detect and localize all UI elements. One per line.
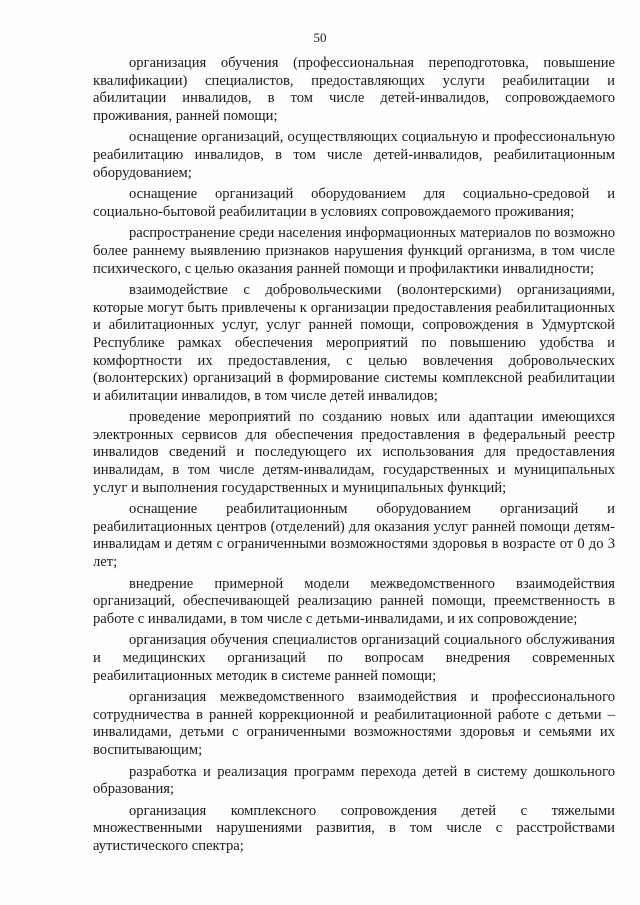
paragraph: оснащение организаций, осуществляющих социальную и профессиональную реабилитацию инвалидов, в том числе детей-инвалидов, реабилитационным оборудованием; [93,129,615,181]
paragraph: разработка и реализация программ перехода детей в систему дошкольного образования; [93,763,615,798]
paragraph: оснащение организаций оборудованием для социально-средовой и социально-бытовой реабилитации в условиях сопровождаемого проживания; [93,186,615,220]
paragraph: распространение среди населения информационных материалов по возможно более раннему выявлению признаков нарушения функций организма, в том числе психического, с целью оказания ранней помощи и профилактики инвалидности; [93,225,615,277]
paragraph: организация обучения специалистов организаций социального обслуживания и медицинских организаций по вопросам внедрения современных реабилитационных методик в системе ранней помощи; [93,632,615,684]
paragraph: внедрение примерной модели межведомственного взаимодействия организаций, обеспечивающей реализацию ранней помощи, преемственность в работе с инвалидами, в том числе с детьми-инвалидами, и их сопровождение; [93,575,615,627]
paragraph: проведение мероприятий по созданию новых или адаптации имеющихся электронных сервисов для обеспечения предоставления в федеральный реестр инвалидов сведений и последующего их использования для предоставления инвалидам, в том числе детям-инвалидам, государственных и муниципальных услуг и выполнения государственных и муниципальных функций; [93,409,615,496]
paragraph: организация обучения (профессиональная переподготовка, повышение квалификации) специалистов, предоставляющих услуги реабилитации и абилитации инвалидов, в том числе детей-инвалидов, сопровождаемого проживания, ранней помощи; [93,55,615,124]
page-number: 50 [313,30,327,45]
paragraph: оснащение реабилитационным оборудованием организаций и реабилитационных центров (отделений) для оказания услуг ранней помощи детям-инвалидам и детям с ограниченными возможностями здоровья в возрасте от 0 до 3 лет; [93,501,615,571]
paragraph: взаимодействие с добровольческими (волонтерскими) организациями, которые могут быть привлечены к организации предоставления реабилитационных и абилитационных услуг, услуг ранней помощи, сопровождения в Удмуртской Республике рамках обеспечения мероприятий по повышению удобства и комфортности их предоставления, с целью вовлечения добровольческих (волонтерских) организаций в формирование системы комплексной реабилитации и абилитации инвалидов, в том числе детей инвалидов; [93,282,615,404]
document-body [93,55,615,860]
paragraph: организация комплексного сопровождения детей с тяжелыми множественными нарушениями развития, в том числе с расстройствами аутистического спектра; [93,802,615,854]
paragraph: организация межведомственного взаимодействия и профессионального сотрудничества в ранней коррекционной и реабилитационной работе с детьми – инвалидами, детьми с ограниченными возможностями здоровья и семьями их воспитывающим; [93,689,615,758]
